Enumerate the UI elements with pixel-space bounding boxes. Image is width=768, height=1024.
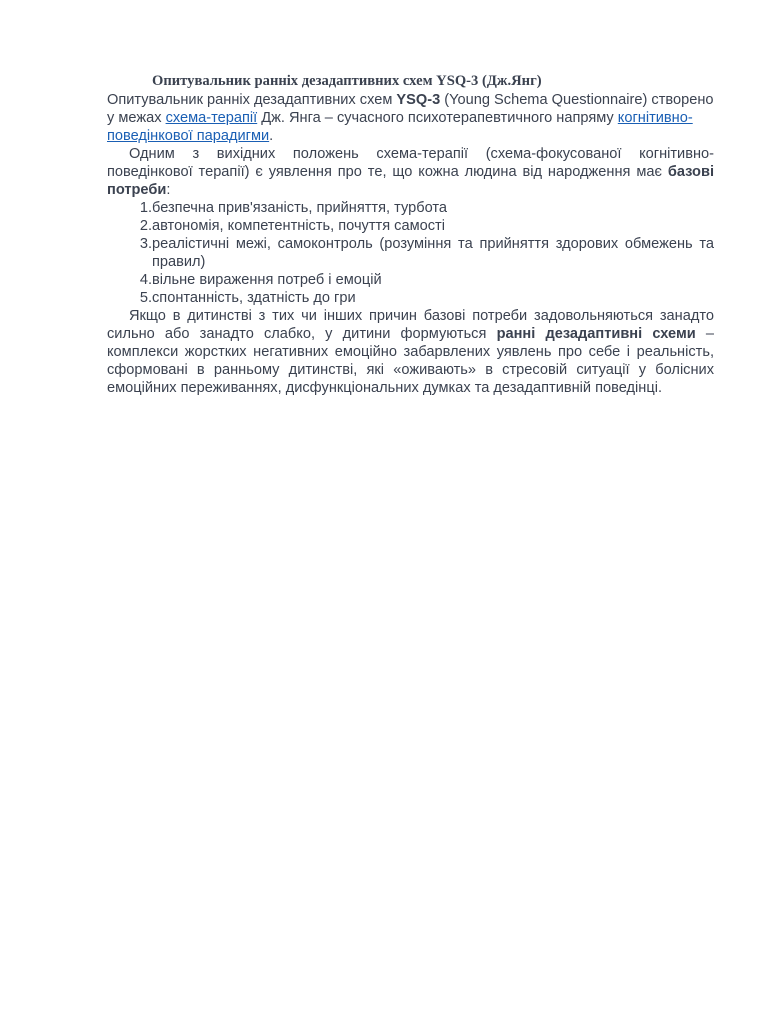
intro-text-4: . <box>269 128 274 144</box>
intro-text-1: Опитувальник ранніх дезадаптивних схем <box>107 92 397 108</box>
list-item-text: реалістичні межі, самоконтроль (розуміння та прийняття здорових обмежень та правил) <box>152 236 714 270</box>
para2-text-1: Одним з вихідних положень схема-терапії (схема-фокусованої когнітивно-поведінкової терапії) є уявлення про те, що кожна людина від народження має <box>107 146 714 180</box>
list-item <box>107 199 714 217</box>
intro-paragraph <box>107 91 714 145</box>
list-item-number: 2. <box>139 218 152 234</box>
document-page <box>107 72 714 397</box>
intro-bold-ysq: YSQ-3 <box>396 92 441 108</box>
intro-text-2: (Young Schema Questionnaire) створено у межах <box>107 92 714 126</box>
list-item <box>107 235 714 271</box>
list-item-number: 4. <box>139 272 152 288</box>
list-item-number: 5. <box>139 290 152 306</box>
para3-text-1: Якщо в дитинстві з тих чи інших причин базові потреби задовольняються занадто сильно або занадто слабко, у дитини формуються <box>107 308 714 342</box>
list-item-text: безпечна прив'язаність, прийняття, турбота <box>152 200 448 216</box>
list-item-text: вільне вираження потреб і емоцій <box>152 272 382 288</box>
basic-needs-list <box>107 199 714 307</box>
document-title: Опитувальник ранніх дезадаптивних схем YSQ-3 (Дж.Янг) <box>152 73 542 89</box>
list-item-number: 3. <box>139 236 152 252</box>
schema-therapy-link[interactable]: схема-терапії <box>165 110 258 126</box>
cbt-paradigm-link[interactable]: когнітивно-поведінкової парадигми <box>107 110 693 144</box>
list-item <box>107 271 714 289</box>
list-item-number: 1. <box>139 200 152 216</box>
list-item <box>107 289 714 307</box>
list-item <box>107 217 714 235</box>
schemas-paragraph <box>107 307 714 397</box>
list-item-text: спонтанність, здатність до гри <box>152 290 356 306</box>
basic-needs-paragraph <box>107 145 714 199</box>
para3-bold-schemas: ранні дезадаптивні схеми <box>496 326 696 342</box>
para3-text-2: – комплекси жорстких негативних емоційно забарвлених уявлень про себе і реальність, сформовані в ранньому дитинстві, які «оживають» в стресовій ситуації у болісних емоційних переживаннях, дисфункціональних думках та дезадаптивній поведінці. <box>107 326 715 396</box>
para2-bold-needs: базові потреби <box>107 164 714 198</box>
list-item-text: автономія, компетентність, почуття самості <box>152 218 445 234</box>
intro-text-3: Дж. Янга – сучасного психотерапевтичного напряму <box>257 110 618 126</box>
para2-text-2: : <box>166 182 171 198</box>
